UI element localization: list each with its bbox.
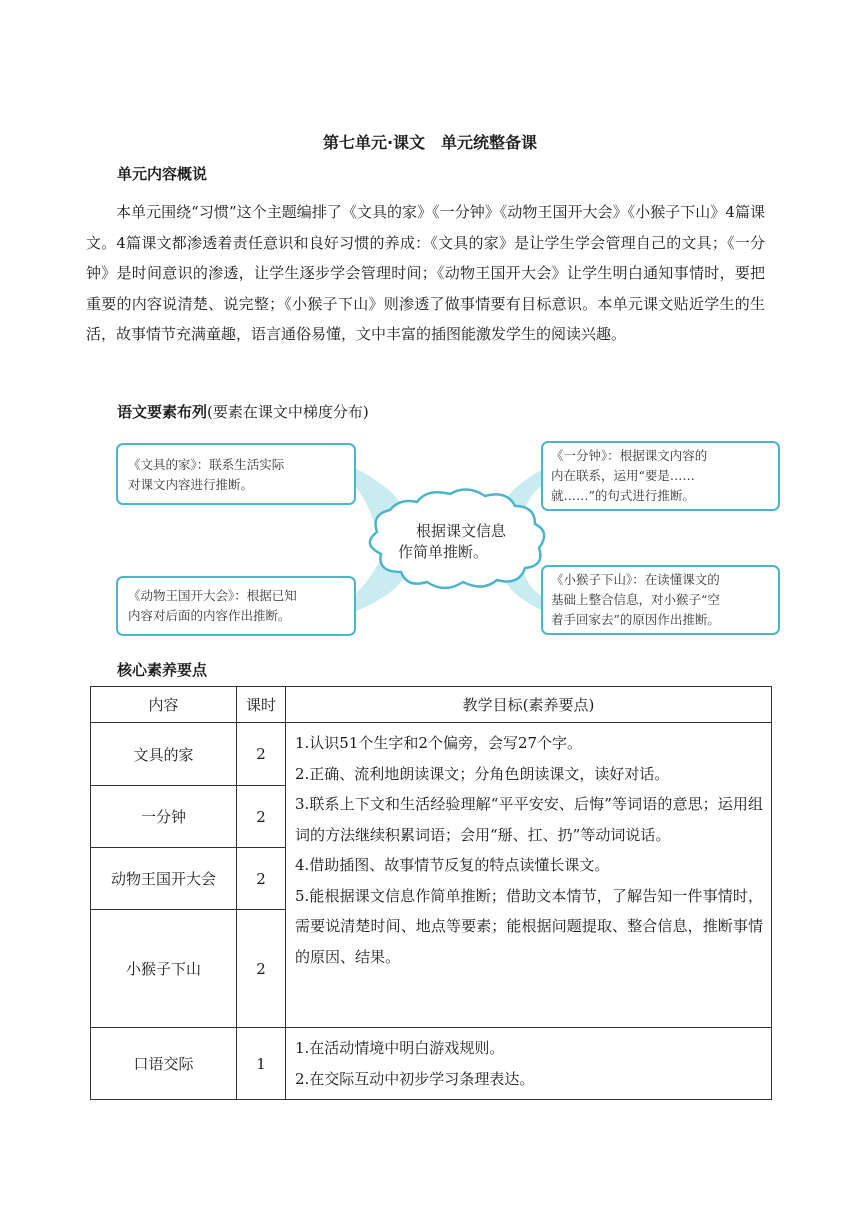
table-row — [91, 1028, 772, 1100]
elements-heading-label: 语文要素布列 — [117, 403, 208, 421]
goal-item: 2.在交际互动中初步学习条理表达。 — [295, 1069, 535, 1088]
goal-item: 1.认识51个生字和2个偏旁，会写27个字。 — [295, 734, 583, 752]
core-heading: 核心素养要点 — [117, 661, 208, 679]
node-xiaohouzi-line3: 着手回家去”的原因作出推断。 — [551, 612, 720, 627]
node-wenju-line2: 对课文内容进行推断。 — [128, 477, 254, 492]
header-content: 内容 — [91, 687, 237, 723]
header-hours: 课时 — [237, 687, 286, 723]
center-line1: 根据课文信息 — [416, 522, 507, 540]
row-hours: 1 — [237, 1028, 286, 1100]
node-yifenzhong-line2: 内在联系，运用“要是…… — [551, 468, 695, 483]
row-content: 小猴子下山 — [91, 910, 237, 1028]
table-header-row — [91, 687, 772, 723]
elements-diagram — [115, 440, 780, 640]
row-content: 文具的家 — [91, 723, 237, 786]
row-hours: 2 — [237, 910, 286, 1028]
row-hours: 2 — [237, 786, 286, 848]
header-goals: 教学目标(素养要点) — [286, 687, 772, 723]
row-content: 动物王国开大会 — [91, 848, 237, 910]
goal-item: 2.正确、流利地朗读课文；分角色朗读课文，读好对话。 — [295, 764, 670, 783]
goal-item: 5.能根据课文信息作简单推断；借助文本情节，了解告知一件事情时，需要说清楚时间、地点等要素；能根据问题提取、整合信息，推断事情的原因、结果。 — [295, 886, 763, 966]
node-yifenzhong — [551, 446, 707, 506]
node-wenju — [128, 455, 284, 495]
elements-heading-note: (要素在课文中梯度分布) — [207, 403, 369, 421]
node-dongwu-line1: 《动物王国开大会》：根据已知 — [128, 588, 297, 603]
table-row — [91, 723, 772, 786]
goal-item: 1.在活动情境中明白游戏规则。 — [295, 1039, 505, 1057]
goal-item: 4.借助插图、故事情节反复的特点读懂长课文。 — [295, 856, 610, 874]
node-yifenzhong-line1: 《一分钟》：根据课文内容的 — [551, 448, 708, 463]
row-hours: 2 — [237, 848, 286, 910]
oral-goals-cell — [286, 1028, 772, 1100]
goals-cell — [286, 723, 772, 1028]
center-line2: 作简单推断。 — [398, 543, 489, 561]
node-xiaohouzi-line2: 基础上整合信息，对小猴子“空 — [551, 592, 720, 607]
node-xiaohouzi-line1: 《小猴子下山》：在读懂课文的 — [551, 572, 720, 587]
row-hours: 2 — [237, 723, 286, 786]
core-table — [90, 686, 772, 1100]
diagram-center-label — [398, 521, 506, 563]
elements-heading — [117, 401, 369, 422]
row-content: 口语交际 — [91, 1028, 237, 1100]
overview-heading: 单元内容概说 — [117, 165, 208, 183]
node-xiaohouzi — [551, 570, 720, 630]
page-title: 第七单元·课文 单元统整备课 — [322, 133, 538, 152]
row-content: 一分钟 — [91, 786, 237, 848]
node-yifenzhong-line3: 就……”的句式进行推断。 — [551, 488, 695, 503]
goal-item: 3.联系上下文和生活经验理解“平平安安、后悔”等词语的意思；运用组词的方法继续积累词语；会用“掰、扛、扔”等动词说话。 — [295, 795, 763, 844]
node-wenju-line1: 《文具的家》：联系生活实际 — [128, 457, 285, 472]
node-dongwu-line2: 内容对后面的内容作出推断。 — [128, 608, 291, 623]
node-dongwu — [128, 586, 297, 626]
overview-paragraph: 本单元围绕“习惯”这个主题编排了《文具的家》《一分钟》《动物王国开大会》《小猴子下山》4篇课文。4篇课文都渗透着责任意识和良好习惯的养成：《文具的家》是让学生学会管理自己的文具；《一分钟》是时间意识的渗透，让学生逐步学会管理时间；《动物王国开大会》让学生明白通知事情时，要把重要的内容说清楚、说完整；《小猴子下山》则渗透了做事情要有目标意识。本单元课文贴近学生的生活，故事情节充满童趣，语言通俗易懂，文中丰富的插图能激发学生的阅读兴趣。 — [86, 203, 765, 343]
